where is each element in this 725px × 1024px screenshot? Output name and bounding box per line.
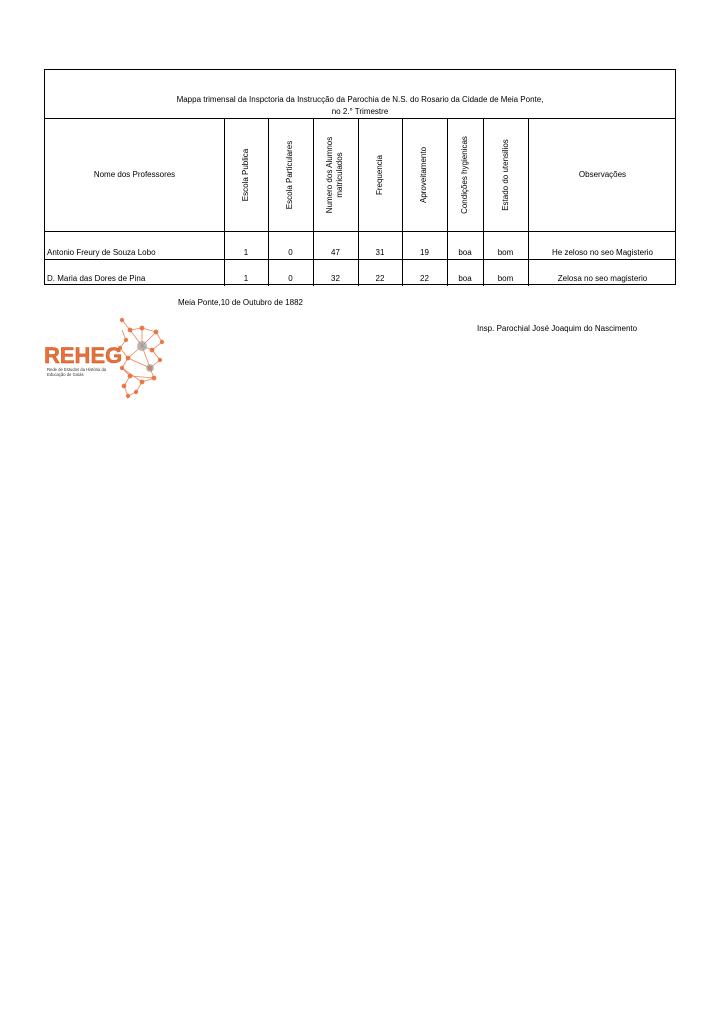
title-line-1: Mappa trimensal da Inspctoria da Instrucção da Parochia de N.S. do Rosario da Cidade de Meia Ponte, — [176, 95, 544, 104]
date-line: Meia Ponte,10 de Outubro de 1882 — [178, 298, 303, 307]
column-divider — [528, 118, 529, 286]
header-condicoes-hygienicas: Condições hygienicas — [460, 136, 470, 214]
table-cell-nome: Antonio Freury de Souza Lobo — [47, 248, 156, 257]
table-cell-observacoes: He zeloso no seo Magisterio — [552, 248, 653, 257]
row-divider — [45, 259, 675, 260]
inspection-table — [44, 69, 676, 285]
header-escola-particulares: Escola Particulares — [285, 140, 295, 210]
table-cell-condicoes: boa — [458, 274, 472, 283]
table-title — [45, 70, 675, 119]
table-cell-aproveitamento: 19 — [420, 248, 429, 257]
row-divider — [45, 231, 675, 232]
header-frequencia: Frequencia — [375, 154, 384, 196]
table-cell-aproveitamento: 22 — [420, 274, 429, 283]
table-cell-utensilios: bom — [497, 274, 514, 283]
table-cell-nome: D. Maria das Dores de Pina — [47, 274, 146, 283]
header-nome-professores: Nome dos Professores — [93, 170, 176, 179]
table-cell-escola-particulares: 0 — [288, 274, 293, 283]
header-aproveitamento: Aproveitamento — [419, 146, 429, 204]
table-cell-alumnos: 47 — [331, 248, 340, 257]
logo-subtitle-2: Educação de Goiás — [47, 372, 84, 377]
table-cell-escola-publica: 1 — [243, 248, 249, 257]
table-cell-observacoes: Zelosa no seo magisterio — [557, 274, 648, 283]
logo-subtitle-1: Rede de Estudos da História da — [47, 367, 107, 372]
header-observacoes: Observações — [578, 170, 627, 179]
signature-line: Insp. Parochial José Joaquim do Nascimento — [477, 324, 638, 333]
table-cell-alumnos: 32 — [331, 274, 340, 283]
table-cell-utensilios: bom — [497, 248, 514, 257]
table-cell-escola-publica: 1 — [243, 274, 249, 283]
header-escola-publica: Escola Publica — [241, 148, 251, 202]
header-estado-utensilios: Estado do utensilios — [500, 139, 510, 211]
table-cell-frequencia: 31 — [375, 248, 385, 257]
title-line-2: no 2.° Trimestre — [331, 107, 389, 116]
table-cell-condicoes: boa — [458, 248, 472, 257]
table-cell-escola-particulares: 0 — [288, 248, 293, 257]
reheg-logo — [44, 316, 174, 400]
header-numero-alumnos: Numero dos Alumnos matriculados — [325, 136, 345, 214]
table-cell-frequencia: 22 — [375, 274, 385, 283]
logo-wordmark: REHEG — [44, 343, 123, 368]
